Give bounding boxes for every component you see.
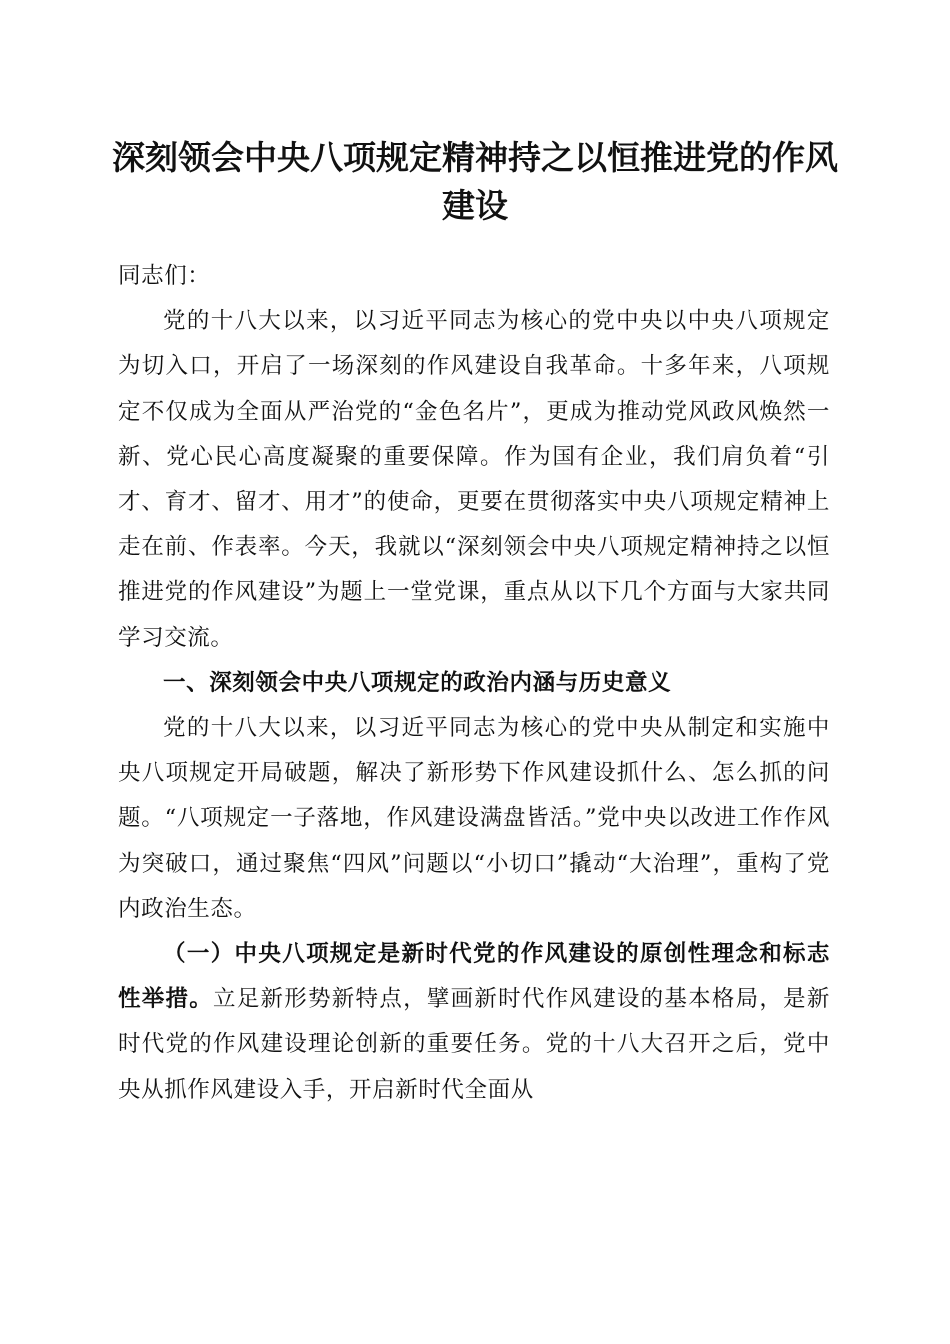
intro-paragraph: 党的十八大以来，以习近平同志为核心的党中央以中央八项规定为切入口，开启了一场深刻的作风建设自我革命。十多年来，八项规定不仅成为全面从严治党的“金色名片”，更成为推动党风政风焕然一新、党心民心高度凝聚的重要保障。作为国有企业，我们肩负着“引才、育才、留才、用才”的使命，更要在贯彻落实中央八项规定精神上走在前、作表率。今天，我就以“深刻领会中央八项规定精神持之以恒推进党的作风建设”为题上一堂党课，重点从以下几个方面与大家共同学习交流。 [118,308,830,651]
subsection-heading: （一）中央八项规定是新时代党的作风建设的原创性理念和标志性举措。 [118,941,830,1013]
document-title: 深刻领会中央八项规定精神持之以恒推进党的作风建设 [112,138,838,225]
subsection-paragraph [118,932,830,1113]
salutation: 同志们： [118,263,211,289]
subsection-text: 立足新形势新特点，擘画新时代作风建设的基本格局，是新时代党的作风建设理论创新的重要任务。党的十八大召开之后，党中央从抓作风建设入手，开启新时代全面从 [118,986,830,1103]
section-heading: 一、深刻领会中央八项规定的政治内涵与历史意义 [163,669,672,696]
section-paragraph: 党的十八大以来，以习近平同志为核心的党中央从制定和实施中央八项规定开局破题，解决了新形势下作风建设抓什么、怎么抓的问题。“八项规定一子落地，作风建设满盘皆活。”党中央以改进工作作风为突破口，通过聚焦“四风”问题以“小切口”撬动“大治理”，重构了党内政治生态。 [118,715,830,922]
document-body [118,254,830,1113]
